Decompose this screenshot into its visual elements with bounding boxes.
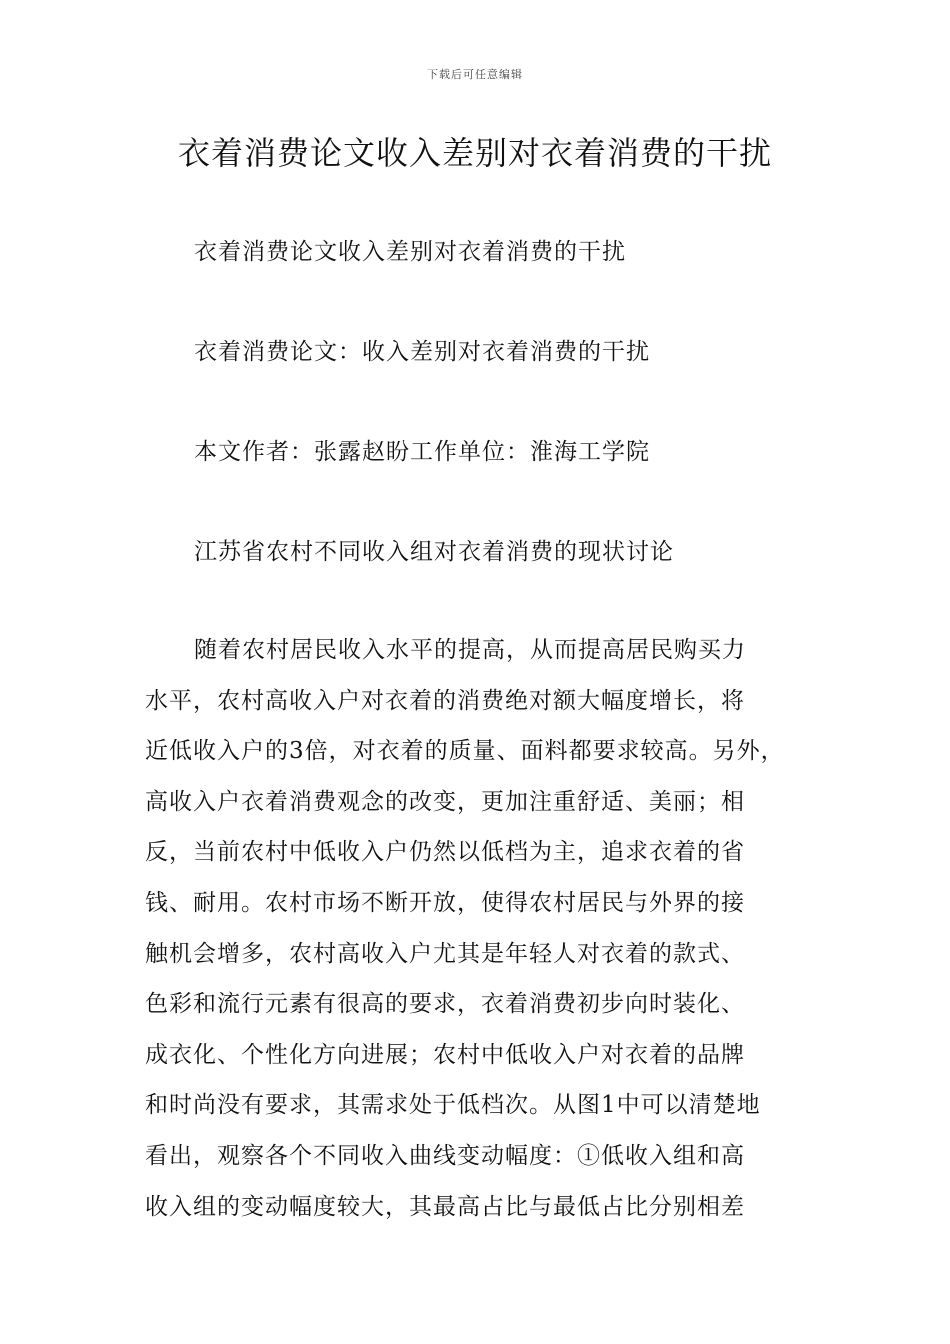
body-line: 看出，观察各个不同收入曲线变动幅度：①低收入组和高: [145, 1142, 745, 1169]
subtitle-line: 衣着消费论文：收入差别对衣着消费的干扰: [194, 339, 650, 365]
body-line: 收入组的变动幅度较大，其最高占比与最低占比分别相差: [145, 1193, 745, 1220]
body-line: 触机会增多，农村高收入户尤其是年轻人对衣着的款式、: [145, 940, 745, 967]
subtitle-line: 衣着消费论文收入差别对衣着消费的干扰: [194, 239, 626, 265]
body-line: 水平，农村高收入户对衣着的消费绝对额大幅度增长，将: [145, 687, 745, 714]
body-line: 随着农村居民收入水平的提高，从而提高居民购买力: [194, 637, 746, 663]
author-line: 本文作者：张露赵盼工作单位：淮海工学院: [194, 439, 650, 465]
document-title: 衣着消费论文收入差别对衣着消费的干扰: [177, 134, 772, 172]
body-paragraph: [145, 625, 825, 1232]
body-line: 成衣化、个性化方向进展；农村中低收入户对衣着的品牌: [145, 1041, 745, 1068]
body-line: 反，当前农村中低收入户仍然以低档为主，追求衣着的省: [145, 839, 745, 866]
body-line: 色彩和流行元素有很高的要求，衣着消费初步向时装化、: [145, 991, 745, 1018]
body-line: 钱、耐用。农村市场不断开放，使得农村居民与外界的接: [145, 889, 745, 916]
body-line: 近低收入户的3倍，对衣着的质量、面料都要求较高。另外，: [145, 738, 785, 765]
section-heading: 江苏省农村不同收入组对衣着消费的现状讨论: [194, 539, 674, 565]
header-note: 下载后可任意编辑: [427, 68, 523, 81]
body-line: 高收入户衣着消费观念的改变，更加注重舒适、美丽；相: [145, 788, 745, 815]
body-line: 和时尚没有要求，其需求处于低档次。从图1中可以清楚地: [145, 1092, 761, 1119]
